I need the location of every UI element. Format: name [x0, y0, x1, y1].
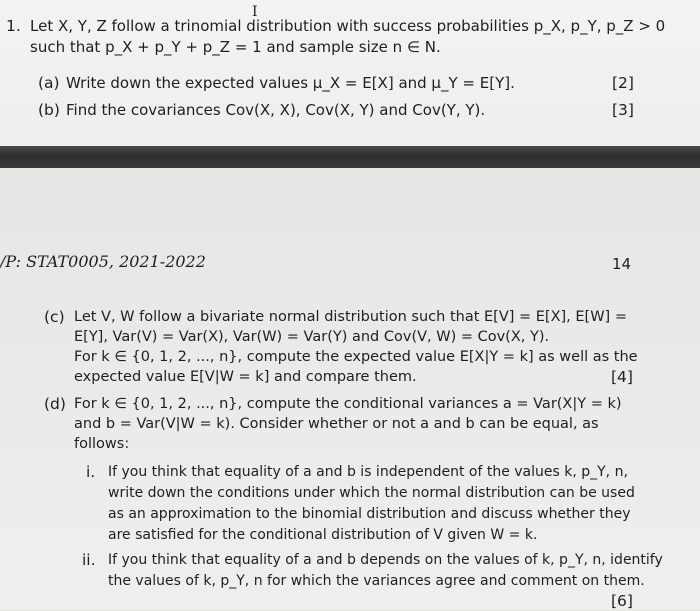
- page-number: 14: [612, 255, 632, 273]
- text-cursor-icon: I: [252, 4, 258, 20]
- part-c-line-4: expected value E[V|W = k] and compare them.: [74, 369, 417, 385]
- part-d-ii-line-1: If you think that equality of a and b depends on the values of k, p_Y, n, identify: [108, 552, 663, 568]
- part-b-marks: [3]: [612, 101, 634, 119]
- question-intro-line-1: Let X, Y, Z follow a trinomial distribution with success probabilities p_X, p_Y, p_Z > 0: [30, 17, 666, 35]
- part-b-text: Find the covariances Cov(X, X), Cov(X, Y) and Cov(Y, Y).: [66, 101, 486, 119]
- part-a-label: (a): [38, 74, 60, 92]
- page-header-course: /P: STAT0005, 2021-2022: [0, 252, 206, 271]
- question-number: 1.: [6, 17, 21, 35]
- part-c-label: (c): [44, 308, 65, 326]
- part-a-text: Write down the expected values μ_X = E[X] and μ_Y = E[Y].: [66, 74, 515, 92]
- part-d-ii-label: ii.: [82, 551, 96, 569]
- part-a-marks: [2]: [612, 74, 634, 92]
- part-d-i-line-4: are satisfied for the conditional distribution of V given W = k.: [108, 527, 538, 543]
- part-d-i-line-3: as an approximation to the binomial distribution and discuss whether they: [108, 506, 631, 522]
- question-intro-line-2: such that p_X + p_Y + p_Z = 1 and sample size n ∈ N.: [30, 38, 441, 56]
- part-d-ii-line-2: the values of k, p_Y, n for which the variances agree and comment on them.: [108, 573, 645, 589]
- part-c-line-2: E[Y], Var(V) = Var(X), Var(W) = Var(Y) and Cov(V, W) = Cov(X, Y).: [74, 329, 550, 345]
- part-d-line-2: and b = Var(V|W = k). Consider whether or not a and b can be equal, as: [74, 416, 599, 432]
- part-c-line-1: Let V, W follow a bivariate normal distribution such that E[V] = E[X], E[W] =: [74, 309, 627, 325]
- part-d-marks: [6]: [611, 592, 633, 610]
- part-c-line-3: For k ∈ {0, 1, 2, ..., n}, compute the expected value E[X|Y = k] as well as the: [74, 349, 638, 365]
- part-d-line-1: For k ∈ {0, 1, 2, ..., n}, compute the conditional variances a = Var(X|Y = k): [74, 396, 622, 412]
- part-d-i-line-2: write down the conditions under which the normal distribution can be used: [108, 485, 635, 501]
- page-divider-shadow: [0, 146, 700, 168]
- part-d-i-line-1: If you think that equality of a and b is independent of the values k, p_Y, n,: [108, 464, 628, 480]
- part-d-i-label: i.: [86, 463, 96, 481]
- part-d-line-3: follows:: [74, 436, 130, 452]
- part-c-marks: [4]: [611, 368, 633, 386]
- part-b-label: (b): [38, 101, 60, 119]
- part-d-label: (d): [44, 395, 66, 413]
